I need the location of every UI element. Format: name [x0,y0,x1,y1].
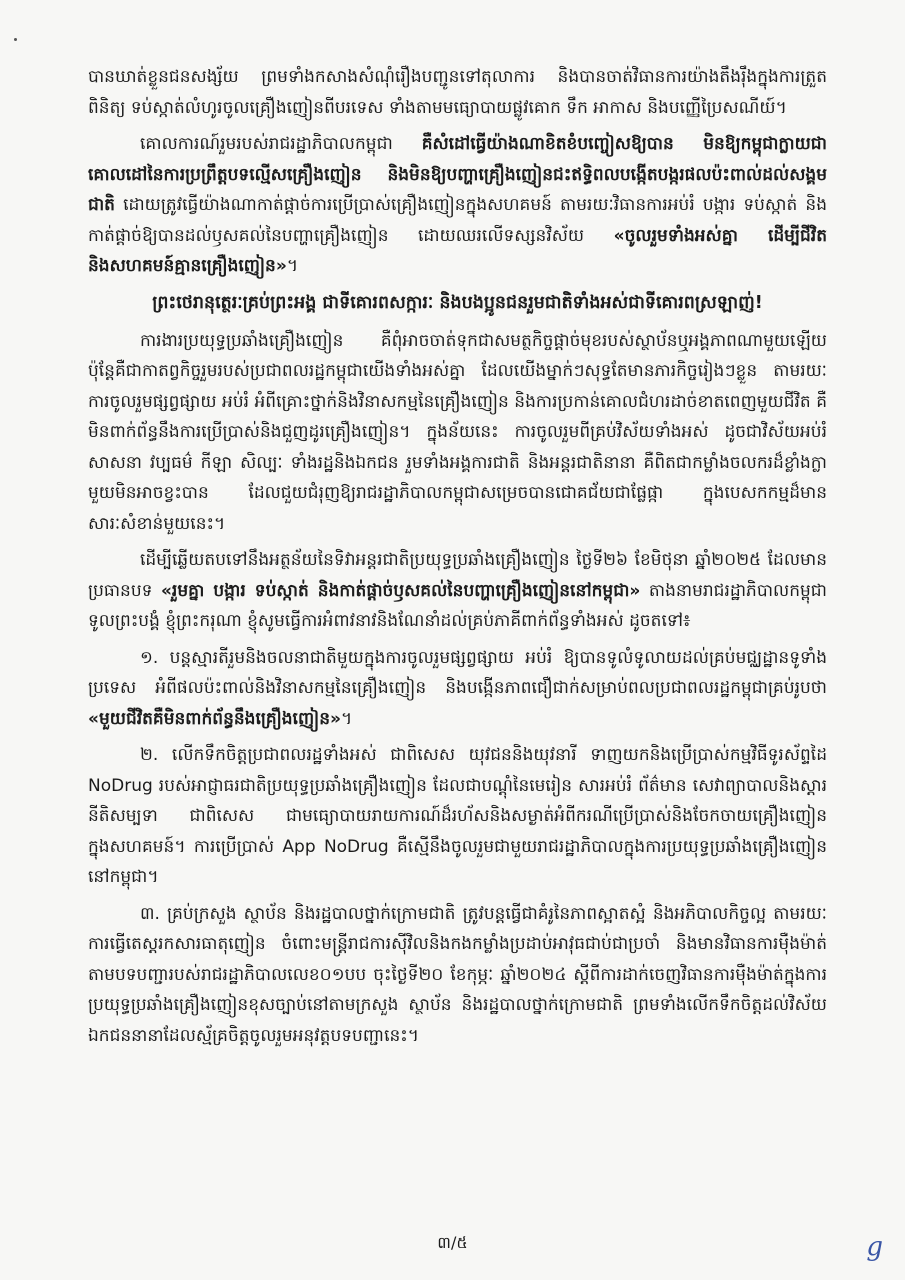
page-number: ៣/៥ [437,1233,468,1252]
paragraph-collective-duty [88,326,827,540]
numbered-item-2 [88,740,827,893]
paragraph-text: គោលការណ៍រួមរបស់រាជរដ្ឋាភិបាលកម្ពុជា [140,134,422,154]
paragraph-text: ។ [286,256,299,276]
paragraph-text: ២. លើកទឹកចិត្តប្រជាពលរដ្ឋទាំងអស់ ជាពិសេស យុវជននិងយុវនារី ទាញយកនិងប្រើប្រាស់កម្មវិធីទូរស័ព្ទដៃ NoDrug របស់អាជ្ញាធរជាតិប្រយុទ្ធប្រឆាំងគ្រឿងញៀន ដែលជាបណ្តុំនៃមេរៀន សារអប់រំ ព័ត៌មាន សេវាព្យាបាលនិងស្តារនីតិសម្បទា ជាពិសេស ជាមធ្យោបាយរាយការណ៍ដ៏រហ័សនិងសម្ងាត់អំពីករណីប្រើប្រាស់និងចែកចាយគ្រឿងញៀនក្នុងសហគមន៍។ ការប្រើប្រាស់ App NoDrug គឺស្មើនឹងចូលរួមជាមួយរាជរដ្ឋាភិបាលក្នុងការប្រយុទ្ធប្រឆាំងគ្រឿងញៀននៅកម្ពុជា។ [88,745,827,887]
paragraph-text: ៣. គ្រប់ក្រសួង ស្ថាប័ន និងរដ្ឋបាលថ្នាក់ក្រោមជាតិ ត្រូវបន្តធ្វើជាគំរូនៃភាពស្អាតស្អំ និងអភិបាលកិច្ចល្អ តាមរយៈការធ្វើតេស្តរកសារធាតុញៀន ចំពោះមន្ត្រីរាជការស៊ីវិលនិងកងកម្លាំងប្រដាប់អាវុធជាប់ជាប្រចាំ និងមានវិធានការម៉ឺងម៉ាត់តាមបទបញ្ជារបស់រាជរដ្ឋាភិបាលលេខ០១បប ចុះថ្ងៃទី២០ ខែកុម្ភៈ ឆ្នាំ២០២៤ ស្តីពីការដាក់ចេញវិធានការម៉ឺងម៉ាត់ក្នុងការប្រយុទ្ធប្រឆាំងគ្រឿងញៀនខុសច្បាប់នៅតាមក្រសួង ស្ថាប័ន និងរដ្ឋបាលថ្នាក់ក្រោមជាតិ ព្រមទាំងលើកទឹកចិត្តដល់វិស័យឯកជននានាដែលស្ម័គ្រចិត្តចូលរួមអនុវត្តបទបញ្ជានេះ។ [88,903,827,1046]
bold-motto: «មួយជីវិតគឺមិនពាក់ព័ន្ធនឹងគ្រឿងញៀន» [88,708,341,729]
paragraph-continuation [88,62,827,123]
scan-speck [14,38,17,41]
numbered-item-3 [88,899,827,1052]
paragraph-text: ការងារប្រយុទ្ធប្រឆាំងគ្រឿងញៀន គឺពុំអាចចាត់ទុកជាសមត្ថកិច្ចផ្តាច់មុខរបស់ស្ថាប័នឬអង្គភាពណាមួយឡើយ ប៉ុន្តែគឺជាកាតព្វកិច្ចរួមរបស់ប្រជាពលរដ្ឋកម្ពុជាយើងទាំងអស់គ្នា ដែលយើងម្នាក់ៗសុទ្ធតែមានភារកិច្ចរៀងៗខ្លួន តាមរយៈការចូលរួមផ្សព្វផ្សាយ អប់រំ អំពីគ្រោះថ្នាក់និងវិនាសកម្មនៃគ្រឿងញៀន និងការប្រកាន់គោលជំហរដាច់ខាតពេញមួយជីវិត គឺមិនពាក់ព័ន្ធនឹងការប្រើប្រាស់និងជួញដូរគ្រឿងញៀន។ ក្នុងន័យនេះ ការចូលរួមពីគ្រប់វិស័យទាំងអស់ ដូចជាវិស័យអប់រំ សាសនា វប្បធម៌ កីឡា សិល្បៈ ទាំងរដ្ឋនិងឯកជន រួមទាំងអង្គការជាតិ និងអន្តរជាតិនានា គឺពិតជាកម្លាំងចលករដ៏ខ្លាំងក្លាមួយមិនអាចខ្វះបាន ដែលជួយជំរុញឱ្យរាជរដ្ឋាភិបាលកម្ពុជាសម្រេចបានជោគជ័យជាផ្លែផ្កា ក្នុងបេសកកម្មដ៏មានសារៈសំខាន់មួយនេះ។ [88,330,827,534]
handwritten-initials: g [866,1232,883,1262]
paragraph-text: ដោយត្រូវធ្វើយ៉ាងណាកាត់ផ្តាច់ការប្រើប្រាស់គ្រឿងញៀនក្នុងសហគមន៍ តាមរយៈវិធានការអប់រំ បង្ការ ទប់ស្កាត់ និងកាត់ផ្តាច់ឱ្យបានដល់ឫសគល់នៃបញ្ហាគ្រឿងញៀន ដោយឈរលើទស្សនវិស័យ [88,195,827,246]
paragraph-text: បានឃាត់ខ្លួនជនសង្ស័យ ព្រមទាំងកសាងសំណុំរឿងបញ្ជូនទៅតុលាការ និងបានចាត់វិធានការយ៉ាងតឹងរ៉ឹងក្នុងការត្រួតពិនិត្យ ទប់ស្កាត់លំហូរចូលគ្រឿងញៀនពីបរទេស ទាំងតាមមធ្យោបាយផ្លូវគោក ទឹក អាកាស និងបញ្ញើប្រៃសណីយ៍។ [88,67,827,118]
bold-slogan: «ចូលរួមទាំងអស់គ្នា ដើម្បីជីវិតនិងសហគមន៍គ្មានគ្រឿងញៀន» [88,225,827,276]
bold-theme: «រួមគ្នា បង្ការ ទប់ស្កាត់ និងកាត់ផ្តាច់ឫសគល់នៃបញ្ហាគ្រឿងញៀននៅកម្ពុជា» [160,580,641,601]
numbered-item-1 [88,643,827,735]
salutation-heading: ព្រះថេរានុត្ថេរៈគ្រប់ព្រះអង្គ ជាទីគោរពសក្ការៈ និងបងប្អូនជនរួមជាតិទាំងអស់ជាទីគោរពស្រឡាញ់! [152,292,763,313]
paragraph-text: តាងនាមរាជរដ្ឋាភិបាលកម្ពុជា ទូលព្រះបង្គំ ខ្ញុំព្រះករុណា ខ្ញុំសូមធ្វើការអំពាវនាវនិងណែនាំដល់គ្រប់ភាគីពាក់ព័ន្ធទាំងអស់ ដូចតទៅ៖ [88,580,827,631]
bold-text: គឺសំដៅធ្វើយ៉ាងណាខិតខំបញ្ចៀសឱ្យបាន មិនឱ្យកម្ពុជាក្លាយជាគោលដៅនៃការប្រព្រឹត្តបទល្មើសគ្រឿងញៀន និងមិនឱ្យបញ្ហាគ្រឿងញៀនជះឥទ្ធិពលបង្កើតបង្ករផលប៉ះពាល់ដល់សង្គមជាតិ [88,134,827,215]
paragraph-text: ១. បន្តស្មារតីរួមនិងចលនាជាតិមួយក្នុងការចូលរួមផ្សព្វផ្សាយ អប់រំ ឱ្យបានទូលំទូលាយដល់គ្រប់មជ្ឈដ្ឋានទូទាំងប្រទេស អំពីផលប៉ះពាល់និងវិនាសកម្មនៃគ្រឿងញៀន និងបង្កើនភាពជឿជាក់សម្រាប់ពលប្រជាពលរដ្ឋកម្ពុជាគ្រប់រូបថា [88,647,827,698]
paragraph-text: ដើម្បីឆ្លើយតបទៅនឹងអត្ថន័យនៃទិវាអន្តរជាតិប្រយុទ្ធប្រឆាំងគ្រឿងញៀន ថ្ងៃទី២៦ ខែមិថុនា ឆ្នាំ២០២៥ ដែលមានប្រធានបទ [88,550,827,601]
paragraph-text: ។ [340,708,353,729]
paragraph-government-principle [88,129,827,282]
paragraph-international-day [88,545,827,637]
